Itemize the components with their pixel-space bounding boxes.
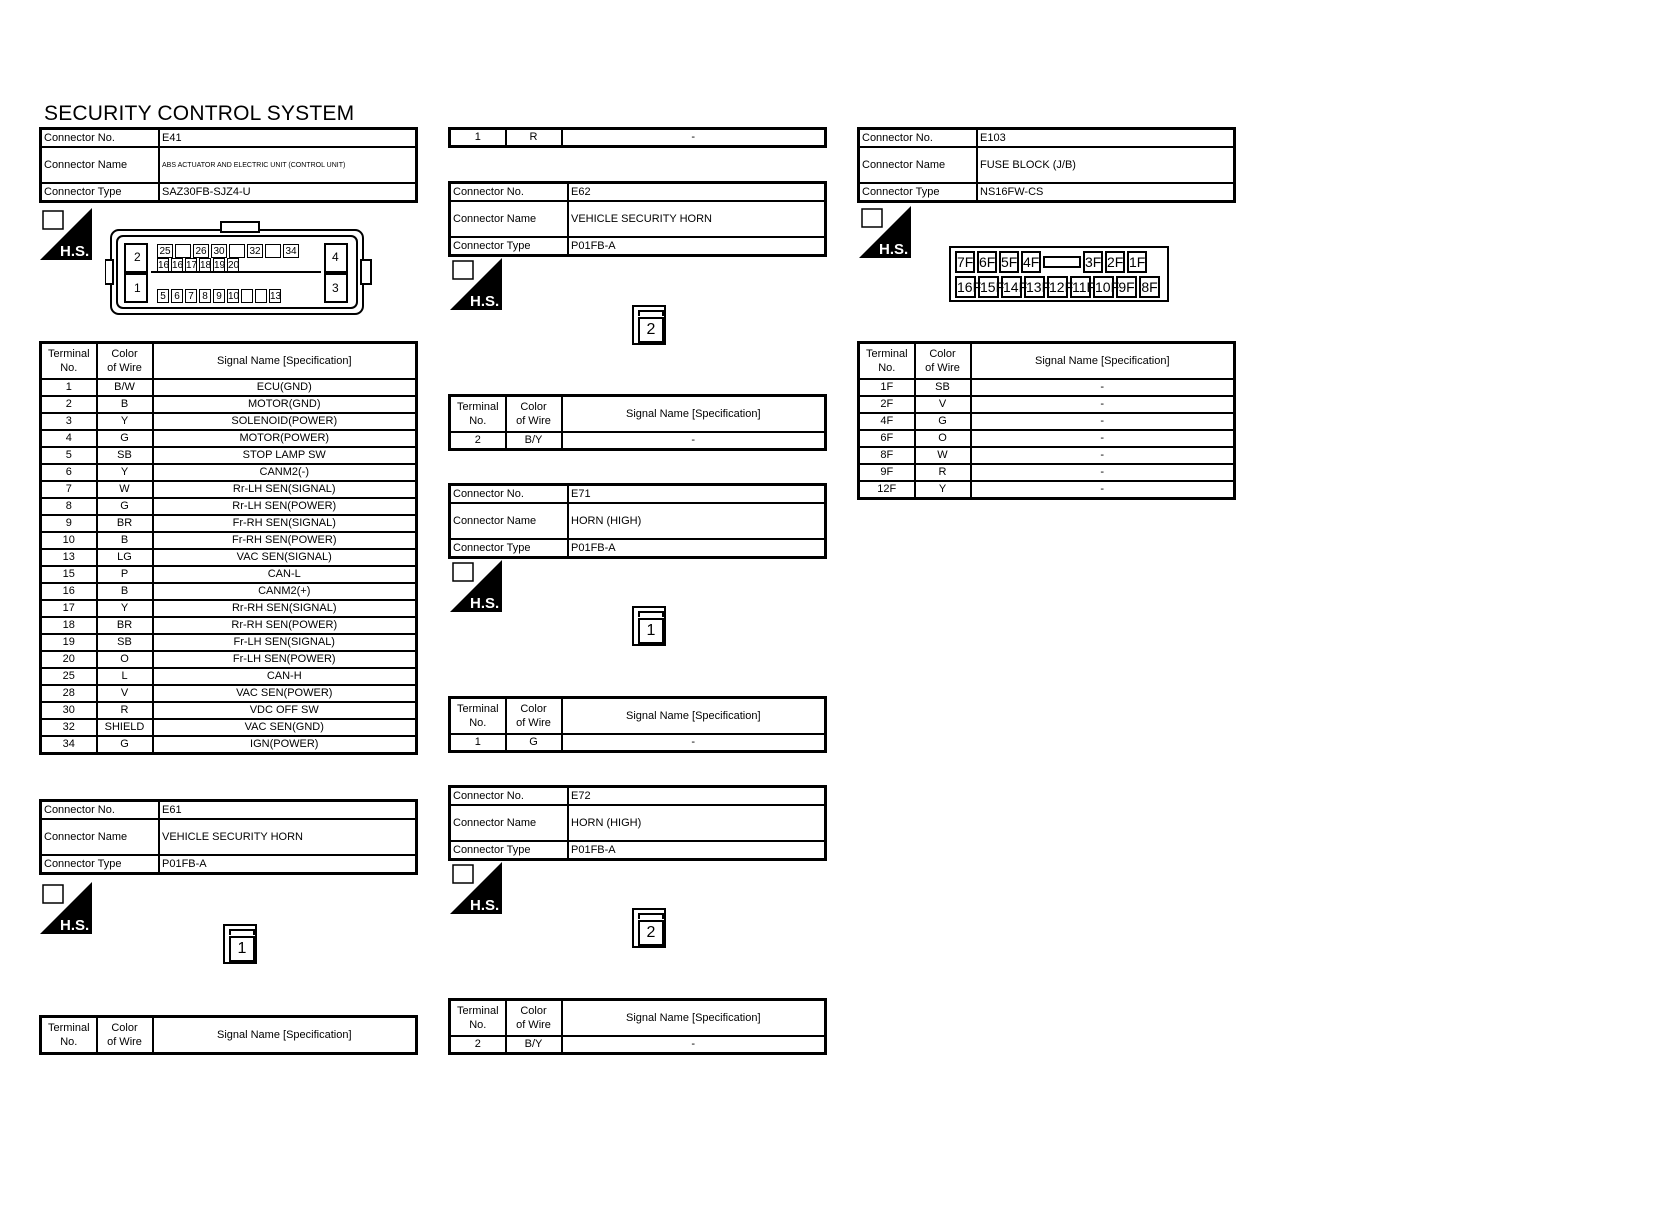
- connector-pin: 5: [157, 289, 169, 303]
- e103-terminal-table: [857, 341, 1236, 500]
- terminal-no-cell: 1: [450, 734, 506, 752]
- e103-connector-name: FUSE BLOCK (J/B): [977, 147, 1235, 183]
- e61-terminal-continued-table: [448, 127, 827, 148]
- connector-pin: 6: [171, 289, 183, 303]
- wire-color-cell: B: [97, 396, 153, 413]
- e41-info-table: [39, 127, 418, 203]
- signal-name-cell: MOTOR(GND): [153, 396, 417, 413]
- e72-connector-type: P01FB-A: [568, 841, 826, 860]
- fuse-slot: 7F: [955, 251, 975, 273]
- e62-info-table: [448, 181, 827, 257]
- connector-pin: [265, 244, 281, 258]
- e61-connector-face: [223, 924, 257, 964]
- terminal-header: Terminal No.: [41, 1017, 97, 1054]
- harness-side-icon: [450, 862, 502, 914]
- e103-terminal-rows: [859, 379, 1235, 499]
- signal-header: Signal Name [Specification]: [562, 396, 826, 433]
- connector-pin: 13: [270, 291, 282, 302]
- signal-name-cell: -: [971, 481, 1235, 499]
- wire-color-cell: V: [97, 685, 153, 702]
- terminal-row: [41, 685, 417, 702]
- fuse-slot: 9F: [1116, 276, 1137, 298]
- e71-pin: 1: [638, 618, 664, 644]
- wire-color-cell: B/Y: [506, 1036, 562, 1054]
- connector-pin: [255, 289, 267, 303]
- connector-no-label: Connector No.: [41, 801, 160, 820]
- signal-name-cell: -: [562, 734, 826, 752]
- wire-color-cell: O: [97, 651, 153, 668]
- e61-connector-name: VEHICLE SECURITY HORN: [159, 819, 417, 855]
- fuse-spacer: [1043, 256, 1081, 268]
- e62-pin: 2: [638, 317, 664, 343]
- signal-name-cell: CAN-L: [153, 566, 417, 583]
- hs-label: H.S.: [470, 897, 500, 914]
- e62-connector-name: VEHICLE SECURITY HORN: [568, 201, 826, 237]
- e71-info-table: [448, 483, 827, 559]
- signal-header: Signal Name [Specification]: [971, 343, 1235, 380]
- terminal-row: [41, 702, 417, 719]
- terminal-row: [859, 464, 1235, 481]
- signal-name-cell: -: [562, 432, 826, 450]
- e71-connector-face: [632, 606, 666, 646]
- harness-side-icon: [859, 206, 911, 258]
- color-header: Color of Wire: [97, 1017, 153, 1054]
- connector-no-label: Connector No.: [41, 129, 160, 148]
- wire-color-cell: G: [506, 734, 562, 752]
- signal-name-cell: Fr-RH SEN(POWER): [153, 532, 417, 549]
- connector-type-label: Connector Type: [450, 237, 569, 256]
- terminal-row: [41, 515, 417, 532]
- signal-name-cell: MOTOR(POWER): [153, 430, 417, 447]
- terminal-no-cell: 13: [41, 549, 97, 566]
- wire-color-cell: B: [97, 532, 153, 549]
- terminal-no-cell: 6F: [859, 430, 915, 447]
- connector-name-label: Connector Name: [859, 147, 978, 183]
- e41-side-pin-right-top: 4: [332, 250, 339, 264]
- wire-color-cell: SB: [97, 634, 153, 651]
- connector-name-label: Connector Name: [41, 819, 160, 855]
- connector-pin: 19: [214, 260, 226, 271]
- connector-pin: 25: [157, 244, 173, 258]
- terminal-no-cell: 19: [41, 634, 97, 651]
- wire-color-cell: G: [915, 413, 971, 430]
- e103-connector-no: E103: [977, 129, 1235, 148]
- e62-connector-type: P01FB-A: [568, 237, 826, 256]
- signal-name-cell: -: [971, 379, 1235, 396]
- connector-pin: 7: [185, 289, 197, 303]
- fuse-slot: 13F: [1024, 276, 1045, 298]
- terminal-no-cell: 1F: [859, 379, 915, 396]
- signal-name-cell: STOP LAMP SW: [153, 447, 417, 464]
- e72-terminal-table: [448, 998, 827, 1055]
- terminal-no-cell: 2F: [859, 396, 915, 413]
- wire-color-cell: BR: [97, 617, 153, 634]
- signal-name-cell: CAN-H: [153, 668, 417, 685]
- wire-color-cell: R: [915, 464, 971, 481]
- connector-type-label: Connector Type: [859, 183, 978, 202]
- e61-terminal-table: [39, 1015, 418, 1055]
- wire-color-cell: L: [97, 668, 153, 685]
- e71-terminal-table: [448, 696, 827, 753]
- signal-name-cell: CANM2(-): [153, 464, 417, 481]
- terminal-no-cell: 4: [41, 430, 97, 447]
- e61-connector-type: P01FB-A: [159, 855, 417, 874]
- terminal-no-cell: 16: [41, 583, 97, 600]
- e41-terminal-rows: [41, 379, 417, 754]
- terminal-row: [41, 668, 417, 685]
- connector-pin: 34: [283, 244, 299, 258]
- terminal-row: [41, 498, 417, 515]
- e72-connector-face: [632, 908, 666, 948]
- e41-connector-no: E41: [159, 129, 417, 148]
- connector-no-label: Connector No.: [450, 787, 569, 806]
- signal-header: Signal Name [Specification]: [153, 1017, 417, 1054]
- terminal-row: [859, 396, 1235, 413]
- connector-name-label: Connector Name: [41, 147, 160, 183]
- wire-color-cell: W: [915, 447, 971, 464]
- terminal-row: [859, 481, 1235, 499]
- signal-name-cell: Fr-LH SEN(POWER): [153, 651, 417, 668]
- wire-color-cell: R: [97, 702, 153, 719]
- terminal-no-cell: 18: [41, 617, 97, 634]
- terminal-row: [41, 736, 417, 754]
- e71-connector-no: E71: [568, 485, 826, 504]
- wire-color-cell: B: [97, 583, 153, 600]
- wire-color-cell: SB: [97, 447, 153, 464]
- signal-name-cell: Rr-RH SEN(POWER): [153, 617, 417, 634]
- fuse-slot: 5F: [999, 251, 1019, 273]
- e62-connector-face: [632, 305, 666, 345]
- connector-pin: 10: [228, 291, 240, 302]
- hs-label: H.S.: [879, 241, 909, 258]
- e72-terminal-rows: [450, 1036, 826, 1054]
- terminal-no-cell: 6: [41, 464, 97, 481]
- e41-side-pin-left-bot: 1: [134, 281, 141, 295]
- wire-color-cell: SB: [915, 379, 971, 396]
- e41-side-pin-right-bot: 3: [332, 281, 339, 295]
- terminal-row: [41, 379, 417, 396]
- terminal-header: Terminal No.: [859, 343, 915, 380]
- terminal-no-cell: 2: [450, 432, 506, 450]
- e61-terminal-continued-rows: [450, 129, 826, 147]
- fuse-slot: 11F: [1070, 276, 1091, 298]
- signal-name-cell: Rr-LH SEN(POWER): [153, 498, 417, 515]
- signal-name-cell: VAC SEN(POWER): [153, 685, 417, 702]
- fuse-slot: 4F: [1021, 251, 1041, 273]
- terminal-row: [450, 129, 826, 147]
- connector-name-label: Connector Name: [450, 503, 569, 539]
- signal-name-cell: CANM2(+): [153, 583, 417, 600]
- connector-pin: 17: [186, 260, 198, 271]
- fuse-slot: 3F: [1083, 251, 1103, 273]
- terminal-no-cell: 8F: [859, 447, 915, 464]
- signal-name-cell: -: [971, 413, 1235, 430]
- e103-connector-type: NS16FW-CS: [977, 183, 1235, 202]
- fuse-slot: 6F: [977, 251, 997, 273]
- terminal-no-cell: 2: [450, 1036, 506, 1054]
- hs-label: H.S.: [470, 293, 500, 310]
- e103-info-table: [857, 127, 1236, 203]
- connector-pin: 32: [247, 244, 263, 258]
- e71-terminal-rows: [450, 734, 826, 752]
- terminal-row: [41, 617, 417, 634]
- fuse-slot: 15F: [978, 276, 999, 298]
- hs-label: H.S.: [60, 917, 90, 934]
- harness-side-icon: [40, 882, 92, 934]
- page-title: SECURITY CONTROL SYSTEM: [44, 102, 355, 125]
- terminal-row: [41, 600, 417, 617]
- wire-color-cell: R: [506, 129, 562, 147]
- terminal-no-cell: 28: [41, 685, 97, 702]
- wire-color-cell: SHIELD: [97, 719, 153, 736]
- e61-pin: 1: [229, 936, 255, 962]
- connector-type-label: Connector Type: [41, 855, 160, 874]
- terminal-row: [859, 430, 1235, 447]
- terminal-header: Terminal No.: [450, 1000, 506, 1037]
- wire-color-cell: Y: [97, 464, 153, 481]
- color-header: Color of Wire: [506, 396, 562, 433]
- terminal-no-cell: 20: [41, 651, 97, 668]
- connector-pin: 16: [172, 260, 184, 271]
- fuse-slot: 12F: [1047, 276, 1068, 298]
- terminal-no-cell: 9: [41, 515, 97, 532]
- connector-no-label: Connector No.: [450, 183, 569, 202]
- terminal-no-cell: 3: [41, 413, 97, 430]
- signal-name-cell: -: [562, 129, 826, 147]
- color-header: Color of Wire: [97, 343, 153, 380]
- connector-pin: [175, 244, 191, 258]
- connector-pin: 18: [200, 260, 212, 271]
- terminal-row: [41, 447, 417, 464]
- connector-pin: 16: [158, 260, 170, 271]
- terminal-row: [859, 447, 1235, 464]
- e62-terminal-rows: [450, 432, 826, 450]
- harness-side-icon: [450, 560, 502, 612]
- terminal-row: [450, 1036, 826, 1054]
- signal-header: Signal Name [Specification]: [562, 1000, 826, 1037]
- connector-name-label: Connector Name: [450, 805, 569, 841]
- wire-color-cell: O: [915, 430, 971, 447]
- fuse-slot: 10F: [1093, 276, 1114, 298]
- wire-color-cell: G: [97, 736, 153, 754]
- terminal-no-cell: 8: [41, 498, 97, 515]
- e62-connector-no: E62: [568, 183, 826, 202]
- terminal-row: [450, 734, 826, 752]
- signal-name-cell: Rr-RH SEN(SIGNAL): [153, 600, 417, 617]
- e71-connector-name: HORN (HIGH): [568, 503, 826, 539]
- connector-pin: 9: [213, 289, 225, 303]
- wire-color-cell: Y: [97, 600, 153, 617]
- e103-fuse-block-face: [949, 246, 1169, 302]
- signal-name-cell: IGN(POWER): [153, 736, 417, 754]
- wire-color-cell: P: [97, 566, 153, 583]
- e71-connector-type: P01FB-A: [568, 539, 826, 558]
- e41-connector-type: SAZ30FB-SJZ4-U: [159, 183, 417, 202]
- terminal-no-cell: 17: [41, 600, 97, 617]
- terminal-row: [450, 432, 826, 450]
- terminal-row: [41, 651, 417, 668]
- terminal-no-cell: 34: [41, 736, 97, 754]
- wire-color-cell: LG: [97, 549, 153, 566]
- e61-connector-no: E61: [159, 801, 417, 820]
- signal-name-cell: ECU(GND): [153, 379, 417, 396]
- e72-connector-name: HORN (HIGH): [568, 805, 826, 841]
- e62-terminal-table: [448, 394, 827, 451]
- connector-pin: 30: [211, 244, 227, 258]
- signal-name-cell: -: [971, 447, 1235, 464]
- hs-label: H.S.: [60, 243, 90, 260]
- connector-pin: [229, 244, 245, 258]
- signal-name-cell: -: [971, 396, 1235, 413]
- terminal-no-cell: 12F: [859, 481, 915, 499]
- terminal-row: [41, 430, 417, 447]
- e61-info-table: [39, 799, 418, 875]
- signal-name-cell: Rr-LH SEN(SIGNAL): [153, 481, 417, 498]
- signal-header: Signal Name [Specification]: [153, 343, 417, 380]
- hs-label: H.S.: [470, 595, 500, 612]
- connector-pin: 8: [199, 289, 211, 303]
- wire-color-cell: V: [915, 396, 971, 413]
- terminal-no-cell: 15: [41, 566, 97, 583]
- terminal-no-cell: 25: [41, 668, 97, 685]
- wire-color-cell: B/W: [97, 379, 153, 396]
- connector-type-label: Connector Type: [450, 841, 569, 860]
- terminal-no-cell: 4F: [859, 413, 915, 430]
- terminal-row: [41, 566, 417, 583]
- signal-name-cell: VDC OFF SW: [153, 702, 417, 719]
- signal-name-cell: -: [562, 1036, 826, 1054]
- e41-connector-face: [105, 220, 375, 318]
- signal-name-cell: -: [971, 464, 1235, 481]
- signal-name-cell: Fr-LH SEN(SIGNAL): [153, 634, 417, 651]
- terminal-no-cell: 1: [450, 129, 506, 147]
- wire-color-cell: G: [97, 498, 153, 515]
- wire-color-cell: Y: [915, 481, 971, 499]
- terminal-row: [41, 719, 417, 736]
- terminal-row: [41, 396, 417, 413]
- fuse-slot: 16F: [955, 276, 976, 298]
- wire-color-cell: BR: [97, 515, 153, 532]
- e41-connector-name: ABS ACTUATOR AND ELECTRIC UNIT (CONTROL UNIT): [159, 147, 417, 183]
- wire-color-cell: Y: [97, 413, 153, 430]
- fuse-slot: 8F: [1139, 276, 1160, 298]
- terminal-row: [41, 583, 417, 600]
- fuse-slot: 1F: [1127, 251, 1147, 273]
- terminal-row: [41, 634, 417, 651]
- fuse-slot: 2F: [1105, 251, 1125, 273]
- wire-color-cell: G: [97, 430, 153, 447]
- signal-name-cell: VAC SEN(GND): [153, 719, 417, 736]
- terminal-row: [859, 413, 1235, 430]
- connector-pin: [241, 289, 253, 303]
- e41-side-pin-left-top: 2: [134, 250, 141, 264]
- terminal-no-cell: 2: [41, 396, 97, 413]
- terminal-header: Terminal No.: [41, 343, 97, 380]
- harness-side-icon: [450, 258, 502, 310]
- signal-header: Signal Name [Specification]: [562, 698, 826, 735]
- wire-color-cell: W: [97, 481, 153, 498]
- terminal-row: [41, 532, 417, 549]
- connector-pin: 20: [228, 260, 240, 271]
- terminal-header: Terminal No.: [450, 396, 506, 433]
- harness-side-icon: [40, 208, 92, 260]
- signal-name-cell: SOLENOID(POWER): [153, 413, 417, 430]
- signal-name-cell: VAC SEN(SIGNAL): [153, 549, 417, 566]
- color-header: Color of Wire: [506, 698, 562, 735]
- connector-no-label: Connector No.: [450, 485, 569, 504]
- color-header: Color of Wire: [506, 1000, 562, 1037]
- terminal-no-cell: 9F: [859, 464, 915, 481]
- terminal-no-cell: 32: [41, 719, 97, 736]
- e72-connector-no: E72: [568, 787, 826, 806]
- terminal-header: Terminal No.: [450, 698, 506, 735]
- connector-type-label: Connector Type: [41, 183, 160, 202]
- e72-info-table: [448, 785, 827, 861]
- terminal-row: [41, 464, 417, 481]
- e72-pin: 2: [638, 920, 664, 946]
- terminal-no-cell: 7: [41, 481, 97, 498]
- signal-name-cell: -: [971, 430, 1235, 447]
- color-header: Color of Wire: [915, 343, 971, 380]
- fuse-slot: 14F: [1001, 276, 1022, 298]
- signal-name-cell: Fr-RH SEN(SIGNAL): [153, 515, 417, 532]
- terminal-no-cell: 1: [41, 379, 97, 396]
- terminal-row: [859, 379, 1235, 396]
- connector-type-label: Connector Type: [450, 539, 569, 558]
- terminal-no-cell: 10: [41, 532, 97, 549]
- terminal-row: [41, 481, 417, 498]
- connector-name-label: Connector Name: [450, 201, 569, 237]
- wire-color-cell: B/Y: [506, 432, 562, 450]
- connector-pin: 26: [193, 244, 209, 258]
- terminal-no-cell: 30: [41, 702, 97, 719]
- terminal-no-cell: 5: [41, 447, 97, 464]
- terminal-row: [41, 549, 417, 566]
- e41-terminal-table: [39, 341, 418, 755]
- connector-no-label: Connector No.: [859, 129, 978, 148]
- terminal-row: [41, 413, 417, 430]
